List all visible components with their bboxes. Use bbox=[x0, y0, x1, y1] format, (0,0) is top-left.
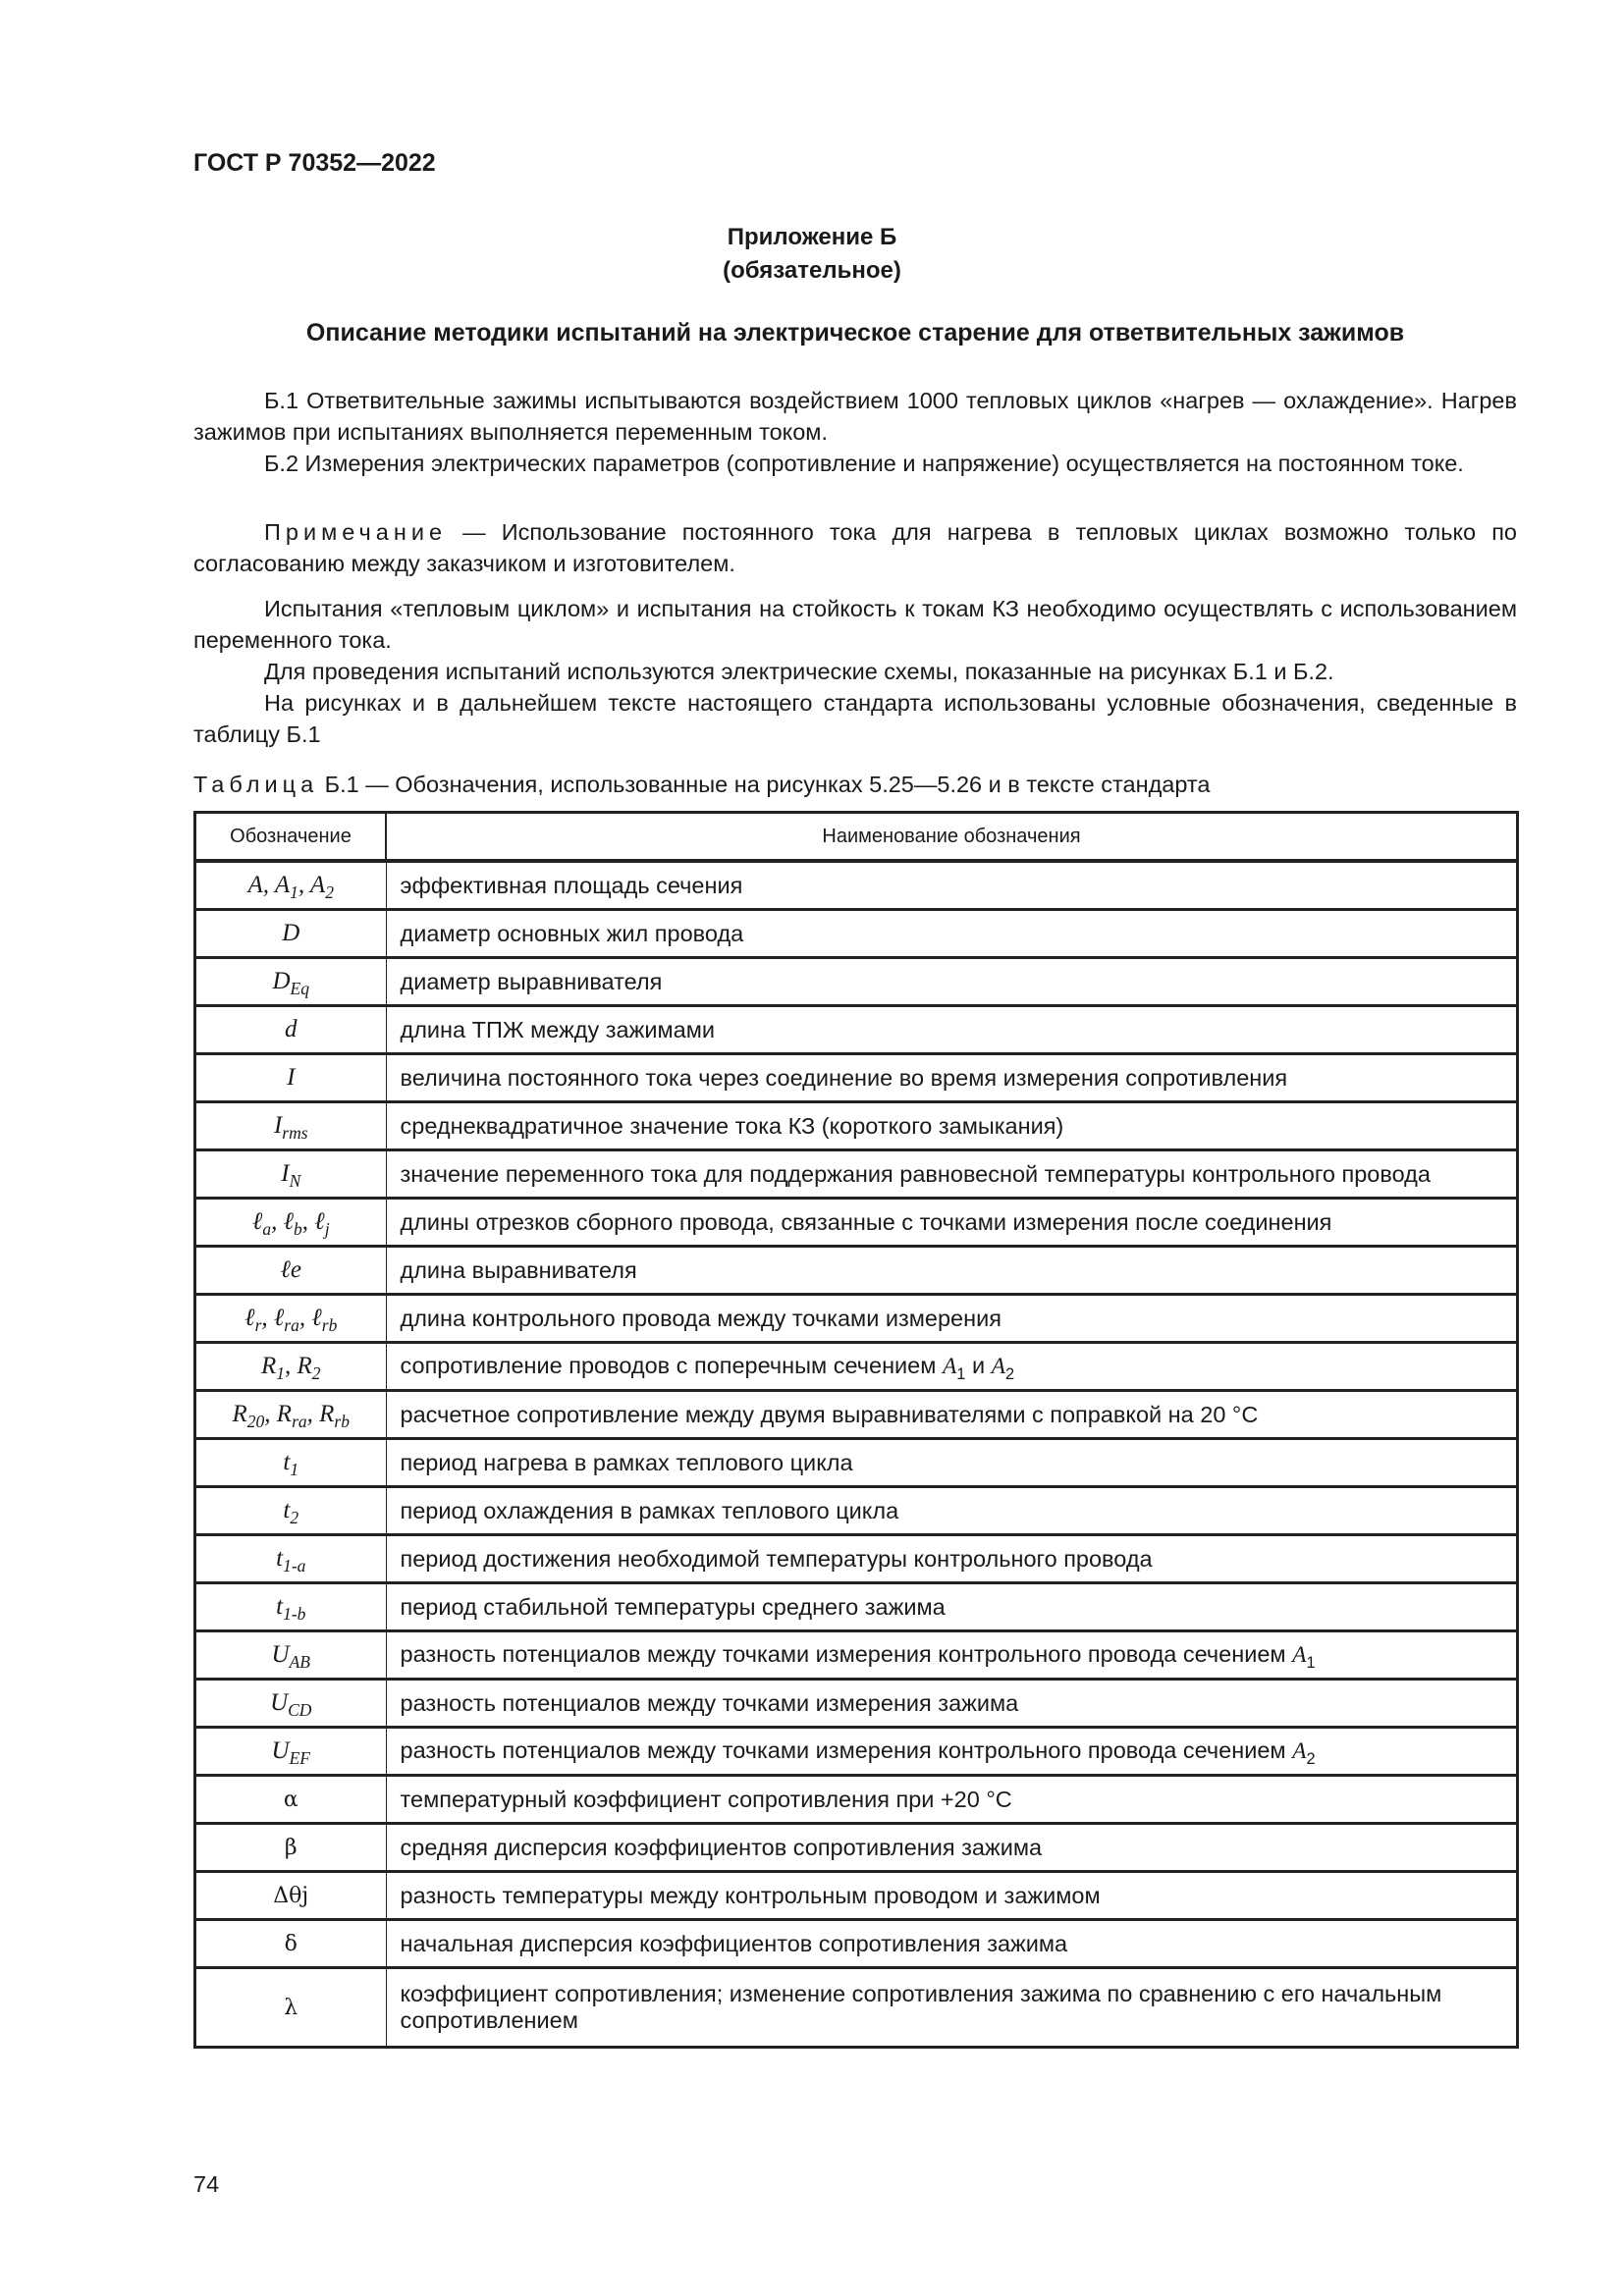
symbol-cell: ℓe bbox=[195, 1247, 387, 1295]
table-row bbox=[195, 910, 1518, 958]
symbol-cell: α bbox=[195, 1776, 387, 1824]
symbol-cell: D bbox=[195, 910, 387, 958]
table-row bbox=[195, 861, 1518, 910]
table-row bbox=[195, 1343, 1518, 1391]
symbol-cell: $t_{1-a}$ bbox=[195, 1535, 387, 1583]
symbols-table bbox=[193, 811, 1519, 2049]
name-cell: диаметр выравнивателя bbox=[386, 958, 1518, 1006]
symbol-cell: Δθj bbox=[195, 1872, 387, 1920]
name-cell: разность потенциалов между точками измерения контрольного провода сечением $A_2$ bbox=[386, 1728, 1518, 1776]
table-row bbox=[195, 1199, 1518, 1247]
table-row bbox=[195, 1728, 1518, 1776]
name-cell: разность температуры между контрольным проводом и зажимом bbox=[386, 1872, 1518, 1920]
paragraph-test: Испытания «тепловым циклом» и испытания на стойкость к токам КЗ необходимо осуществлять с использованием переменного тока. bbox=[193, 596, 1517, 653]
name-cell: сопротивление проводов с поперечным сечением $A_1$ и $A_2$ bbox=[386, 1343, 1518, 1391]
table-caption bbox=[193, 772, 1210, 798]
symbol-cell: A, $A_1$, $A_2$ bbox=[195, 861, 387, 910]
symbol-cell: $D_{Eq}$ bbox=[195, 958, 387, 1006]
section-title: Описание методики испытаний на электрическое старение для ответвительных зажимов bbox=[305, 319, 1405, 347]
name-cell: период стабильной температуры среднего зажима bbox=[386, 1583, 1518, 1631]
table-row bbox=[195, 1439, 1518, 1487]
name-cell: длина контрольного провода между точками измерения bbox=[386, 1295, 1518, 1343]
appendix-name: Приложение Б bbox=[727, 224, 897, 250]
name-cell: диаметр основных жил провода bbox=[386, 910, 1518, 958]
symbol-cell: β bbox=[195, 1824, 387, 1872]
paragraph-symbols: На рисунках и в дальнейшем тексте настоящего стандарта использованы условные обозначения, сведенные в таблицу Б.1 bbox=[193, 690, 1517, 747]
table-row bbox=[195, 1006, 1518, 1054]
symbol-cell: $t_{1-b}$ bbox=[195, 1583, 387, 1631]
column-header-name: Наименование обозначения bbox=[386, 813, 1518, 862]
table-row bbox=[195, 1824, 1518, 1872]
symbol-cell: $t_2$ bbox=[195, 1487, 387, 1535]
name-cell: величина постоянного тока через соединение во время измерения сопротивления bbox=[386, 1054, 1518, 1102]
name-cell: значение переменного тока для поддержания равновесной температуры контрольного провода bbox=[386, 1150, 1518, 1199]
name-cell: среднеквадратичное значение тока КЗ (короткого замыкания) bbox=[386, 1102, 1518, 1150]
paragraph-b2: Б.2 Измерения электрических параметров (сопротивление и напряжение) осуществляется на постоянном токе. bbox=[264, 451, 1464, 476]
symbol-cell: ℓ$_r$, ℓ$_{ra}$, ℓ$_{rb}$ bbox=[195, 1295, 387, 1343]
table-row bbox=[195, 1920, 1518, 1968]
table-row bbox=[195, 1391, 1518, 1439]
table-row bbox=[195, 1776, 1518, 1824]
table-row bbox=[195, 1102, 1518, 1150]
paragraph-schemes: Для проведения испытаний используются электрические схемы, показанные на рисунках Б.1 и Б.2. bbox=[264, 659, 1334, 684]
symbol-cell: $I_N$ bbox=[195, 1150, 387, 1199]
name-cell: период нагрева в рамках теплового цикла bbox=[386, 1439, 1518, 1487]
symbol-cell: $I_{rms}$ bbox=[195, 1102, 387, 1150]
note-paragraph bbox=[193, 516, 1517, 579]
appendix-kind: (обязательное) bbox=[723, 257, 901, 284]
symbol-cell: ℓ$_a$, ℓ$_b$, ℓ$_j$ bbox=[195, 1199, 387, 1247]
table-row bbox=[195, 958, 1518, 1006]
name-cell: период охлаждения в рамках теплового цикла bbox=[386, 1487, 1518, 1535]
table-row bbox=[195, 1631, 1518, 1680]
table-row bbox=[195, 1295, 1518, 1343]
table-row bbox=[195, 1680, 1518, 1728]
table-caption-text: Б.1 — Обозначения, использованные на рисунках 5.25—5.26 и в тексте стандарта bbox=[318, 772, 1211, 797]
symbol-cell: $R_1$, $R_2$ bbox=[195, 1343, 387, 1391]
name-cell: начальная дисперсия коэффициентов сопротивления зажима bbox=[386, 1920, 1518, 1968]
paragraph-group-2 bbox=[193, 593, 1517, 750]
symbol-cell: $U_{AB}$ bbox=[195, 1631, 387, 1680]
paragraph-b1: Б.1 Ответвительные зажимы испытываются воздействием 1000 тепловых циклов «нагрев — охлаждение». Нагрев зажимов при испытаниях выполняется переменным током. bbox=[193, 388, 1517, 445]
name-cell: коэффициент сопротивления; изменение сопротивления зажима по сравнению с его начальным сопротивлением bbox=[386, 1968, 1518, 2048]
symbol-cell: δ bbox=[195, 1920, 387, 1968]
symbol-cell: $U_{EF}$ bbox=[195, 1728, 387, 1776]
note-block bbox=[193, 516, 1517, 579]
table-row bbox=[195, 1054, 1518, 1102]
table-row bbox=[195, 1535, 1518, 1583]
name-cell: разность потенциалов между точками измерения зажима bbox=[386, 1680, 1518, 1728]
name-cell: период достижения необходимой температуры контрольного провода bbox=[386, 1535, 1518, 1583]
table-row bbox=[195, 1583, 1518, 1631]
document-header: ГОСТ Р 70352—2022 bbox=[193, 149, 436, 177]
symbol-cell: λ bbox=[195, 1968, 387, 2048]
name-cell: эффективная площадь сечения bbox=[386, 861, 1518, 910]
symbol-cell: $t_1$ bbox=[195, 1439, 387, 1487]
name-cell: разность потенциалов между точками измерения контрольного провода сечением $A_1$ bbox=[386, 1631, 1518, 1680]
table-row bbox=[195, 1487, 1518, 1535]
table-row bbox=[195, 1968, 1518, 2048]
column-header-symbol: Обозначение bbox=[195, 813, 387, 862]
table-header-row bbox=[195, 813, 1518, 862]
symbol-cell: $R_{20}$, $R_{ra}$, $R_{rb}$ bbox=[195, 1391, 387, 1439]
paragraph-group-1 bbox=[193, 385, 1517, 479]
table-caption-label: Таблица bbox=[193, 772, 319, 797]
name-cell: средняя дисперсия коэффициентов сопротивления зажима bbox=[386, 1824, 1518, 1872]
note-text: — Использование постоянного тока для нагрева в тепловых циклах возможно только по согласованию между заказчиком и изготовителем. bbox=[193, 519, 1517, 576]
name-cell: температурный коэффициент сопротивления при +20 °С bbox=[386, 1776, 1518, 1824]
name-cell: расчетное сопротивление между двумя выравнивателями с поправкой на 20 °С bbox=[386, 1391, 1518, 1439]
symbol-cell: d bbox=[195, 1006, 387, 1054]
name-cell: длина выравнивателя bbox=[386, 1247, 1518, 1295]
table-row bbox=[195, 1872, 1518, 1920]
symbol-cell: I bbox=[195, 1054, 387, 1102]
symbol-cell: $U_{CD}$ bbox=[195, 1680, 387, 1728]
table-row bbox=[195, 1247, 1518, 1295]
page-number: 74 bbox=[193, 2171, 220, 2197]
name-cell: длина ТПЖ между зажимами bbox=[386, 1006, 1518, 1054]
name-cell: длины отрезков сборного провода, связанные с точками измерения после соединения bbox=[386, 1199, 1518, 1247]
note-label: Примечание bbox=[264, 519, 448, 545]
table-row bbox=[195, 1150, 1518, 1199]
